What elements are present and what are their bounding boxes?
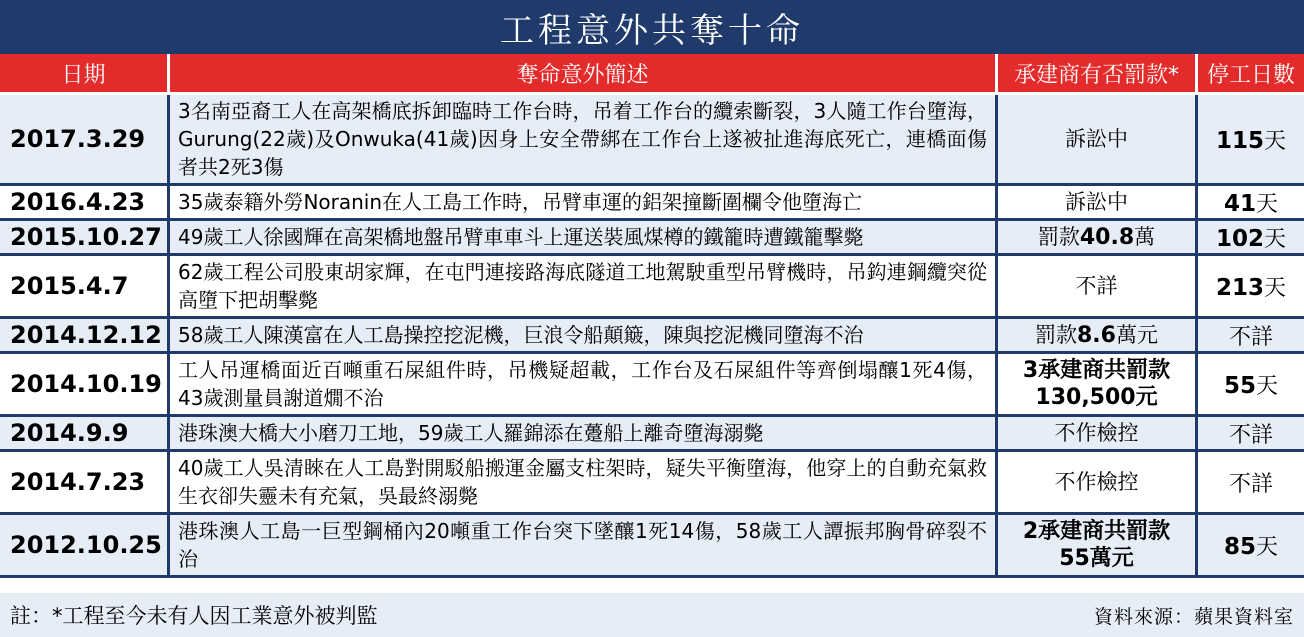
row-date: 2012.10.25 (0, 515, 170, 578)
penalty-line: 不作檢控 (1054, 420, 1139, 445)
row-penalty (998, 417, 1198, 452)
row-penalty (998, 515, 1198, 578)
days-unit: 天 (1256, 534, 1279, 560)
days-unit: 天 (1256, 373, 1279, 399)
header-penalty: 承建商有否罰款* (998, 54, 1198, 95)
row-description: 49歲工人徐國輝在高架橋地盤吊臂車車斗上運送裝風煤樽的鐵籠時遭鐵籠擊斃 (170, 221, 998, 256)
days-unit: 不詳 (1228, 422, 1273, 448)
row-stop-days (1198, 354, 1304, 417)
penalty-line-2: 55萬元 (1059, 546, 1134, 571)
days-number: 55 (1223, 372, 1256, 399)
row-date: 2015.4.7 (0, 256, 170, 319)
days-unit: 天 (1264, 226, 1287, 252)
row-description: 40歲工人吳清睞在人工島對開駁船搬運金屬支柱架時，疑失平衡墮海，他穿上的自動充氣救生衣卻失靈未有充氣，吳最終溺斃 (170, 452, 998, 515)
footer (0, 593, 1304, 637)
penalty-line: 訴訟中 (1065, 126, 1128, 151)
header-description: 奪命意外簡述 (170, 54, 998, 95)
table-row (0, 417, 1304, 452)
penalty-line: 訴訟中 (1065, 189, 1128, 214)
row-stop-days (1198, 319, 1304, 354)
table-row (0, 515, 1304, 578)
row-date: 2014.7.23 (0, 452, 170, 515)
row-description: 35歲泰籍外勞Noranin在人工島工作時，吊臂車運的鋁架撞斷圍欄令他墮海亡 (170, 186, 998, 221)
row-penalty (998, 354, 1198, 417)
days-unit: 天 (1264, 128, 1287, 154)
days-number: 41 (1223, 190, 1256, 217)
row-date: 2014.10.19 (0, 354, 170, 417)
days-number: 213 (1215, 274, 1264, 301)
table-row (0, 95, 1304, 186)
days-unit: 不詳 (1228, 471, 1273, 497)
row-description: 3名南亞裔工人在高架橋底拆卸臨時工作台時，吊着工作台的纜索斷裂，3人隨工作台墮海，Gurung(22歲)及Onwuka(41歲)因身上安全帶綁在工作台上遂被扯進海底死亡，連橋面傷者共2死3傷 (170, 95, 998, 186)
row-description: 工人吊運橋面近百噸重石屎組件時，吊機疑超載，工作台及石屎組件等齊倒塌釀1死4傷，43歲測量員謝道燗不治 (170, 354, 998, 417)
header-row (0, 54, 1304, 95)
header-date: 日期 (0, 54, 170, 95)
row-stop-days (1198, 417, 1304, 452)
row-description: 港珠澳人工島一巨型鋼桶內20噸重工作台突下墜釀1死14傷，58歲工人譚振邦胸骨碎裂不治 (170, 515, 998, 578)
table-row (0, 354, 1304, 417)
table-row (0, 186, 1304, 221)
row-date: 2014.12.12 (0, 319, 170, 354)
penalty-line-2: 130,500元 (1035, 385, 1158, 410)
row-date: 2016.4.23 (0, 186, 170, 221)
row-stop-days (1198, 186, 1304, 221)
footnote: 註：*工程至今未有人因工業意外被判監 (10, 604, 378, 628)
source-credit: 資料來源：蘋果資料室 (1093, 605, 1294, 628)
row-description: 港珠澳大橋大小磨刀工地，59歲工人羅錦添在躉船上離奇墮海溺斃 (170, 417, 998, 452)
table-title: 工程意外共奪十命 (0, 0, 1304, 54)
penalty-line: 不作檢控 (1054, 469, 1139, 494)
penalty-line: 罰款40.8萬 (1037, 224, 1156, 250)
row-penalty (998, 452, 1198, 515)
row-description: 62歲工程公司股東胡家輝，在屯門連接路海底隧道工地駕駛重型吊臂機時，吊鈎連鋼纜突從高墮下把胡擊斃 (170, 256, 998, 319)
row-description: 58歲工人陳漢富在人工島操控挖泥機，巨浪令船顛簸，陳與挖泥機同墮海不治 (170, 319, 998, 354)
days-unit: 不詳 (1228, 324, 1273, 350)
penalty-line: 不詳 (1075, 273, 1118, 298)
days-number: 115 (1215, 127, 1264, 154)
header-stop-days: 停工日數 (1198, 54, 1304, 95)
row-penalty (998, 319, 1198, 354)
row-date: 2015.10.27 (0, 221, 170, 256)
penalty-line: 罰款8.6萬元 (1035, 322, 1158, 348)
row-stop-days (1198, 515, 1304, 578)
penalty-line: 3承建商共罰款 (1022, 358, 1171, 383)
row-stop-days (1198, 221, 1304, 256)
row-stop-days (1198, 95, 1304, 186)
row-penalty (998, 186, 1198, 221)
row-stop-days (1198, 452, 1304, 515)
table-row (0, 221, 1304, 256)
row-penalty (998, 256, 1198, 319)
days-unit: 天 (1256, 191, 1279, 217)
row-penalty (998, 95, 1198, 186)
row-date: 2014.9.9 (0, 417, 170, 452)
row-date: 2017.3.29 (0, 95, 170, 186)
days-number: 85 (1223, 533, 1256, 560)
row-stop-days (1198, 256, 1304, 319)
days-number: 102 (1215, 225, 1264, 252)
table-row (0, 256, 1304, 319)
row-penalty (998, 221, 1198, 256)
table-row (0, 319, 1304, 354)
accident-table (0, 54, 1304, 578)
table-row (0, 452, 1304, 515)
days-unit: 天 (1264, 275, 1287, 301)
penalty-line: 2承建商共罰款 (1022, 519, 1171, 544)
